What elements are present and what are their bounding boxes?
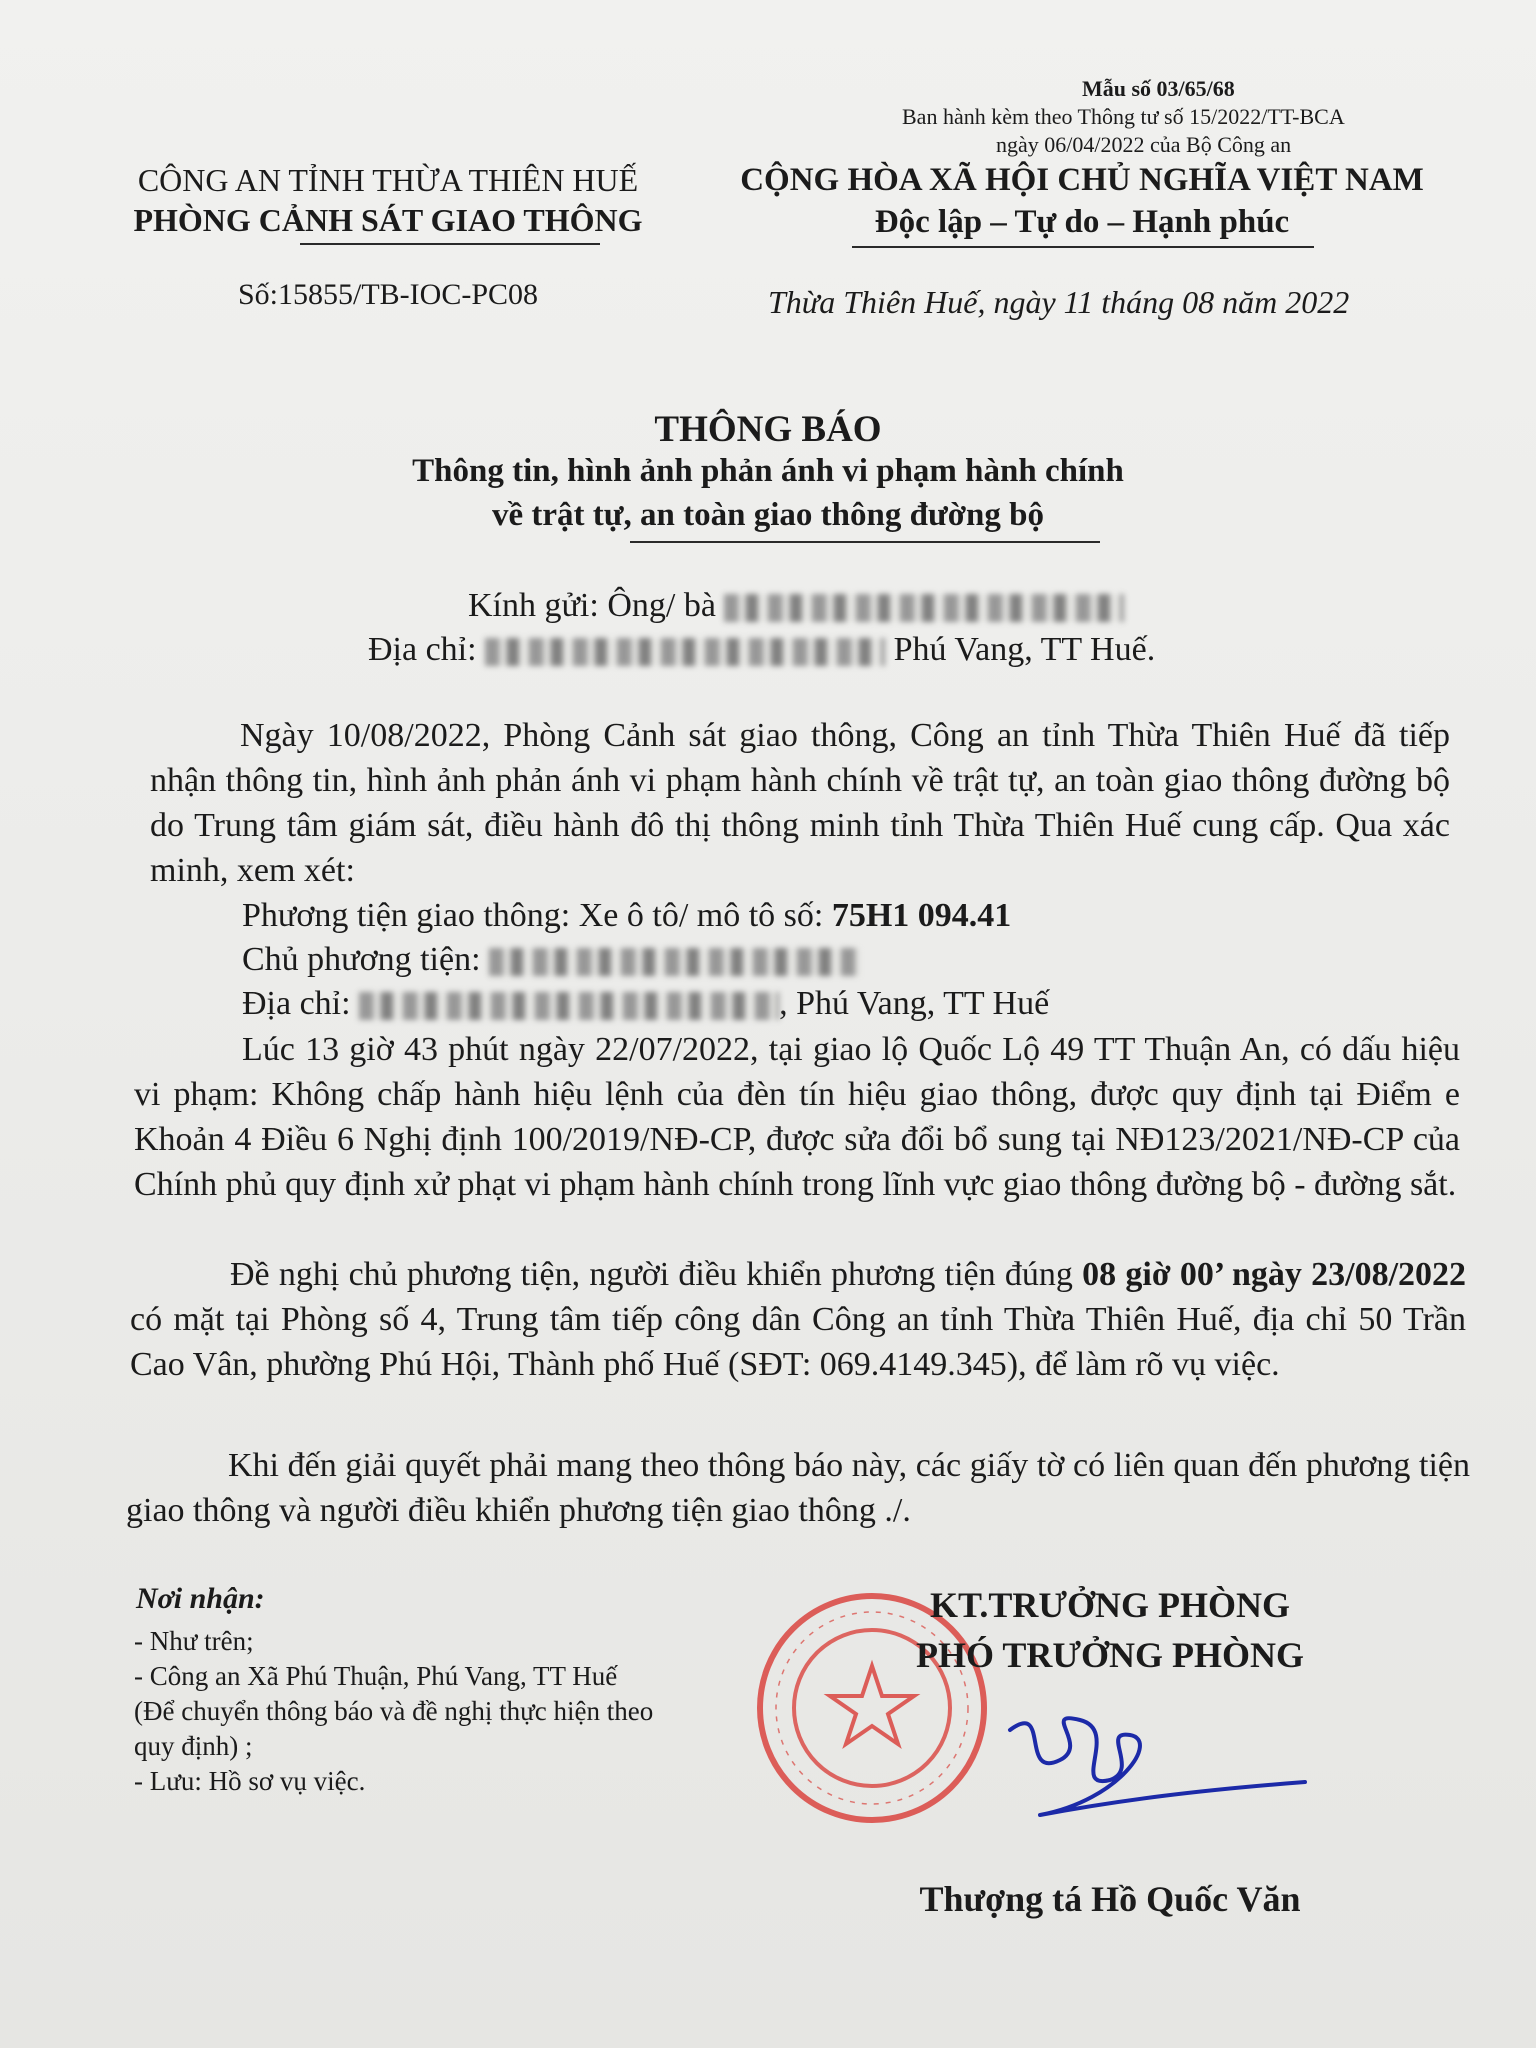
p3-rest: có mặt tại Phòng số 4, Trung tâm tiếp công dân Công an tỉnh Thừa Thiên Huế, địa chỉ 50 Trần Cao Vân, phường Phú Hội, Thành phố Huế (SĐT: 069.4149.345), để làm rõ vụ việc.: [130, 1301, 1466, 1383]
signature-title-1: KT.TRƯỞNG PHÒNG: [930, 1585, 1290, 1625]
recipient-address-line: [368, 627, 1155, 672]
recipient-label: Kính gửi: Ông/ bà: [468, 587, 716, 624]
recipients-item: - Công an Xã Phú Thuận, Phú Vang, TT Huế: [134, 1661, 618, 1691]
p3-appointment-time: 08 giờ 00’ ngày 23/08/2022: [1082, 1256, 1467, 1293]
address-visible: Phú Vang, TT Huế.: [893, 631, 1156, 668]
owner-line: [242, 937, 859, 982]
title-underline: [630, 541, 1100, 543]
notice-title: THÔNG BÁO: [654, 409, 882, 450]
owner-address-line: [242, 981, 1049, 1026]
address-label: Địa chỉ:: [368, 631, 477, 668]
signature-title-2: PHÓ TRƯỞNG PHÒNG: [915, 1635, 1304, 1675]
agency-name: PHÒNG CẢNH SÁT GIAO THÔNG: [133, 202, 643, 238]
body-paragraph-1: Ngày 10/08/2022, Phòng Cảnh sát giao thông, Công an tỉnh Thừa Thiên Huế đã tiếp nhận thông tin, hình ảnh phản ánh vi phạm hành chính về trật tự, an toàn giao thông đường bộ do Trung tâm giám sát, điều hành đô thị thông minh tỉnh Thừa Thiên Huế cung cấp. Qua xác minh, xem xét:: [150, 717, 1450, 889]
owner-address-label: Địa chỉ:: [242, 985, 351, 1022]
form-issued-date: ngày 06/04/2022 của Bộ Công an: [996, 132, 1292, 157]
vehicle-label: Phương tiện giao thông: Xe ô tô/ mô tô số:: [242, 897, 824, 934]
agency-underline: [300, 243, 600, 245]
body-paragraph-3: [130, 1252, 1466, 1387]
vehicle-plate: 75H1 094.41: [831, 897, 1012, 934]
recipients-label: Nơi nhận:: [136, 1582, 265, 1615]
recipient-line: [468, 583, 1124, 628]
agency-parent: CÔNG AN TỈNH THỪA THIÊN HUẾ: [137, 162, 639, 198]
document-number: Số:15855/TB-IOC-PC08: [237, 278, 539, 311]
recipients-item: - Như trên;: [134, 1626, 254, 1656]
body-paragraph-4: Khi đến giải quyết phải mang theo thông báo này, các giấy tờ có liên quan đến phương tiện giao thông và người điều khiển phương tiện giao thông ./.: [126, 1447, 1470, 1529]
notice-subtitle-1: Thông tin, hình ảnh phản ánh vi phạm hành chính: [412, 453, 1124, 489]
national-motto: Độc lập – Tự do – Hạnh phúc: [874, 204, 1290, 240]
country-name: CỘNG HÒA XÃ HỘI CHỦ NGHĨA VIỆT NAM: [740, 162, 1424, 198]
recipients-item: quy định) ;: [134, 1731, 253, 1761]
redacted-address: [485, 638, 885, 666]
recipients-item: - Lưu: Hồ sơ vụ việc.: [134, 1766, 366, 1796]
redacted-name: [724, 594, 1124, 622]
motto-underline: [852, 246, 1314, 248]
owner-label: Chủ phương tiện:: [242, 941, 481, 978]
notice-subtitle-2: về trật tự, an toàn giao thông đường bộ: [491, 497, 1044, 533]
form-number: Mẫu số 03/65/68: [1082, 76, 1235, 101]
redacted-owner-address: [359, 992, 779, 1020]
signature-icon: [980, 1690, 1320, 1830]
form-issued-with: Ban hành kèm theo Thông tư số 15/2022/TT-BCA: [902, 104, 1345, 129]
vehicle-line: [242, 893, 1011, 938]
owner-address-visible: , Phú Vang, TT Huế: [779, 985, 1050, 1022]
recipients-list: [134, 1624, 653, 1799]
signer-name: Thượng tá Hồ Quốc Văn: [919, 1879, 1301, 1919]
body-paragraph-2: Lúc 13 giờ 43 phút ngày 22/07/2022, tại giao lộ Quốc Lộ 49 TT Thuận An, có dấu hiệu vi phạm: Không chấp hành hiệu lệnh của đèn tín hiệu giao thông, được quy định tại Điểm e Khoản 4 Điều 6 Nghị định 100/2019/NĐ-CP, được sửa đổi bổ sung tại NĐ123/2021/NĐ-CP của Chính phủ quy định xử phạt vi phạm hành chính trong lĩnh vực giao thông đường bộ - đường sắt.: [134, 1031, 1460, 1203]
p3-prefix: Đề nghị chủ phương tiện, người điều khiển phương tiện đúng: [230, 1256, 1073, 1293]
recipients-item: (Để chuyển thông báo và đề nghị thực hiện theo: [134, 1696, 654, 1726]
redacted-owner: [489, 948, 859, 976]
place-date: Thừa Thiên Huế, ngày 11 tháng 08 năm 2022: [768, 284, 1350, 320]
